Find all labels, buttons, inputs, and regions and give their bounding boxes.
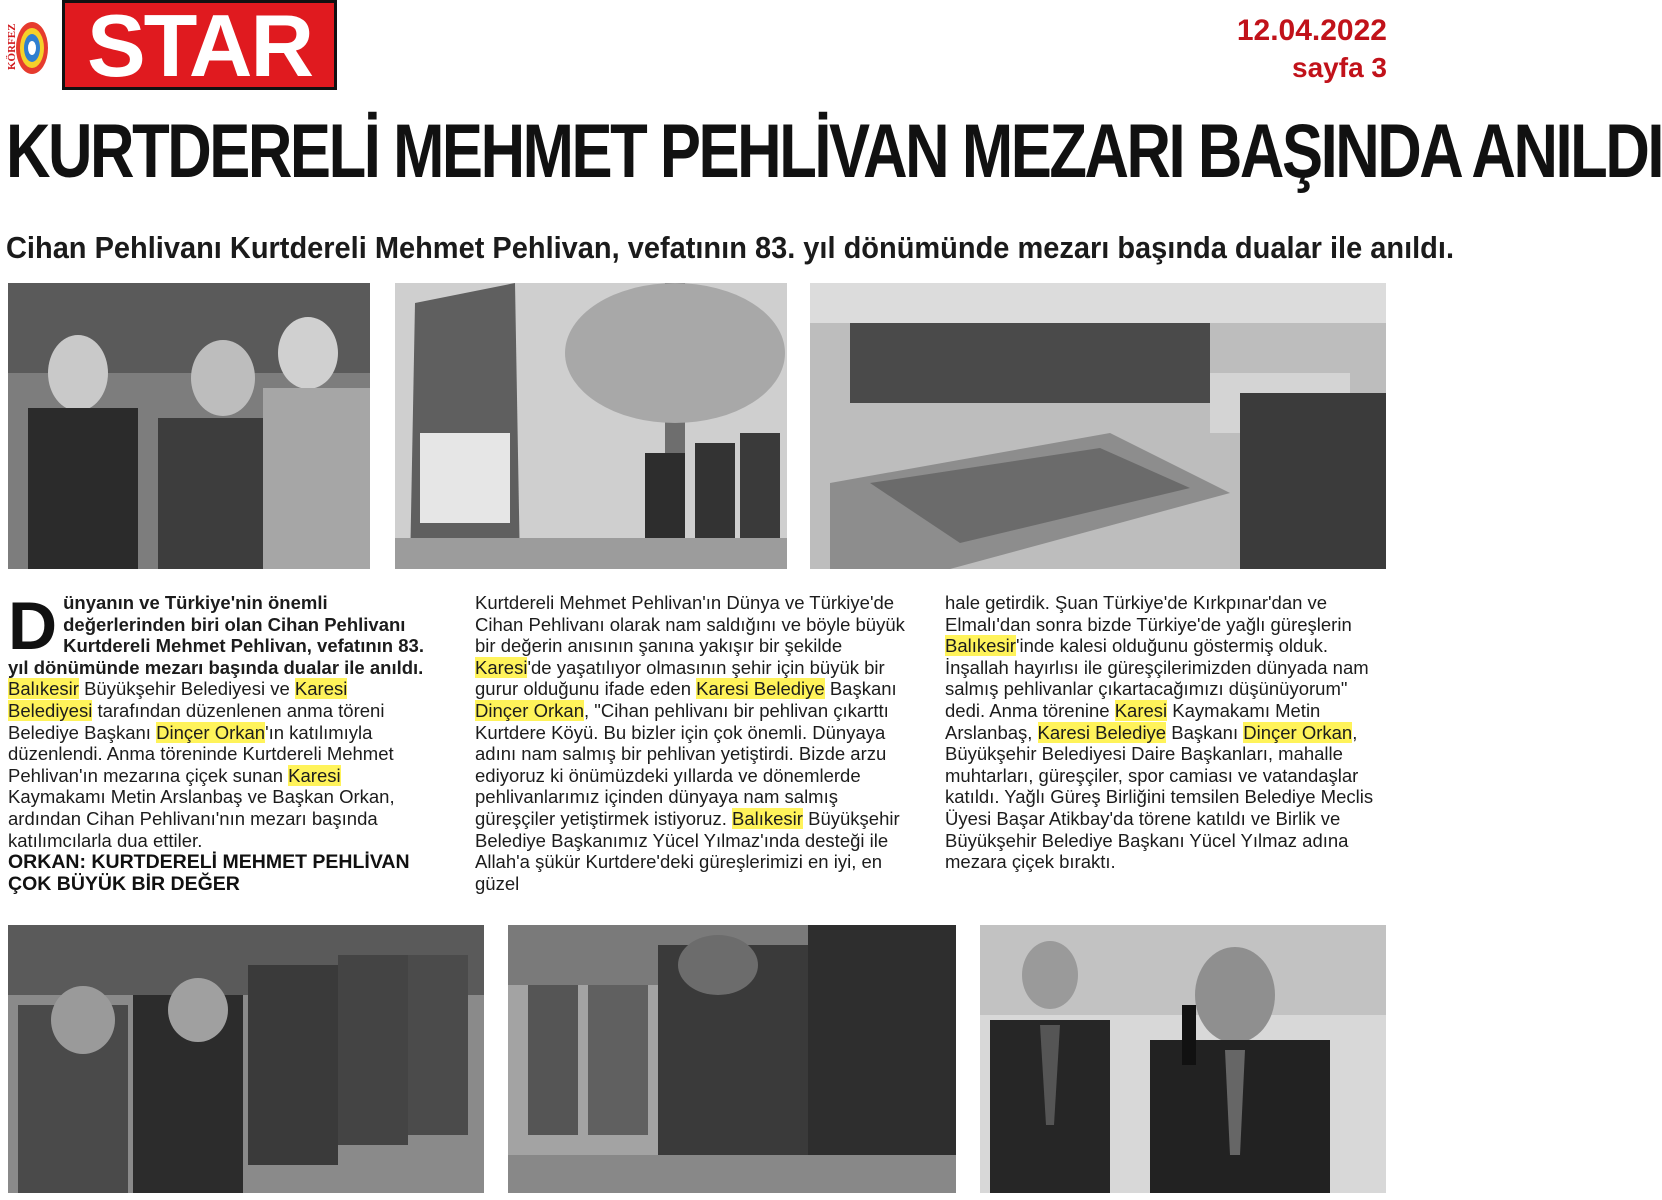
body-text: Başkanı — [824, 678, 897, 700]
highlight-karesi: Karesi — [1114, 699, 1168, 721]
highlight-karesi-belediye: Karesi Belediye — [1037, 721, 1167, 743]
dropcap: D — [8, 588, 58, 664]
lead-paragraph — [8, 588, 434, 851]
article-column-3 — [945, 592, 1385, 873]
body-text: Kaymakamı Metin Arslanbaş ve Başkan Orkan, ardından Cihan Pehlivanı'nın mezarı başında katılımcılarla dua ettiler. — [8, 786, 395, 851]
article-subheadline: Cihan Pehlivanı Kurtdereli Mehmet Pehlivan, vefatının 83. yıl dönümünde mezarı başında dualar ile anıldı. — [6, 230, 1454, 265]
article-column-1 — [8, 588, 434, 896]
body-text: 'ın katılımıyla düzenlendi. Anma töreninde Kurtdereli Mehmet Pehlivan'ın mezarına çiçek sunan — [8, 721, 394, 786]
photo-officials-praying — [8, 283, 370, 569]
body-text: Büyükşehir Belediyesi ve — [78, 678, 295, 700]
masthead-brand-logo — [62, 0, 337, 95]
article-column-2 — [475, 592, 907, 894]
body-text: , "Cihan pehlivanı bir pehlivan çıkarttı Kurtdere Köyü. Bu bizler için çok önemli. Dünyaya adını nam salmış bir pehlivan yetiştirdi. Bizde arzu ediyoruz ki önümüzdeki yıllarda ve dönemlerde pehlivanlarımız içinden dünyaya nam salmış güreşçiler yetiştirmek istiyoruz. — [475, 699, 889, 829]
photo-wrestlers-praying — [8, 925, 484, 1193]
photo-mayor-speaking — [980, 925, 1386, 1193]
highlight-balikesir: Balıkesir — [8, 678, 79, 700]
highlight-dincer-orkan: Dinçer Orkan — [156, 721, 266, 743]
highlight-dincer-orkan: Dinçer Orkan — [1243, 721, 1353, 743]
body-text: , Büyükşehir Belediyesi Daire Başkanları, mahalle muhtarları, güreşçiler, spor camiası ve vatandaşlar katıldı. Yağlı Güreş Birliğini temsilen Belediye Meclis Üyesi Başar Atikbay'da törene katıldı ve Birlik ve Büyükşehir Belediye Başkanı Yücel Yılmaz adına mezara çiçek bıraktı. — [945, 721, 1374, 873]
body-text: Kurtdereli Mehmet Pehlivan'ın Dünya ve Türkiye'de Cihan Pehlivanı olarak nam saldığını ve böyle büyük bir değerin anısının şanına yakışır bir şekilde — [475, 592, 905, 657]
highlight-karesi-belediye: Karesi Belediye — [696, 678, 825, 700]
page-number: sayfa 3 — [1292, 52, 1387, 83]
highlight-karesi: Karesi — [475, 656, 528, 678]
issue-date: 12.04.2022 — [1236, 14, 1387, 47]
masthead-side-label: KÖRFEZ — [6, 23, 18, 71]
photo-memorial-monument — [395, 283, 787, 569]
masthead-brand-text: STAR — [86, 0, 313, 95]
photo-praying-crowd — [508, 925, 956, 1193]
body-text: Başkanı — [1166, 721, 1244, 743]
highlight-dincer-orkan: Dinçer Orkan — [475, 699, 584, 721]
highlight-karesi-belediyesi: Karesi Belediyesi — [8, 678, 348, 721]
article-headline: KURTDERELİ MEHMET PEHLİVAN MEZARI BAŞINDA ANILDI — [6, 109, 1662, 194]
highlight-balikesir: Balıkesir — [945, 635, 1016, 657]
body-text: hale getirdik. Şuan Türkiye'de Kırkpınar'dan ve Elmalı'dan sonra bizde Türkiye'de yağlı güreşlerin — [945, 592, 1352, 635]
highlight-karesi: Karesi — [288, 764, 341, 786]
body-text: Büyükşehir Belediye Başkanımız Yücel Yılmaz'ında desteği ile Allah'a şükür Kurtdere'deki güreşlerimizi en iyi, en güzel — [475, 807, 900, 894]
lead-text: ünyanın ve Türkiye'nin önemli değerlerinden biri olan Cihan Pehlivanı Kurtdereli Mehmet Pehlivan, vefatının 83. yıl dönümünde mezarı başında dualar ile anıldı. — [8, 592, 424, 678]
body-text: Kaymakamı Metin Arslanbaş, — [945, 699, 1321, 743]
body-text: 'inde kalesi olduğunu göstermiş olduk. İnşallah hayırlısı ile güreşçilerimizden dünyada nam salmış pehlivanlar çıkartacağımızı düşünüyorum" dedi. Anma törenine — [945, 635, 1369, 721]
body-text: 'de yaşatılıyor olmasının şehir için büyük bir gurur olduğunu ifade eden — [475, 656, 885, 700]
highlight-balikesir: Balıkesir — [732, 807, 803, 829]
body-text: tarafından düzenlenen anma töreni Belediye Başkanı — [8, 699, 385, 743]
article-subtitle: ORKAN: KURTDERELİ MEHMET PEHLİVAN ÇOK BÜYÜK BİR DEĞER — [8, 851, 410, 896]
photo-grave-ceremony — [810, 283, 1386, 569]
